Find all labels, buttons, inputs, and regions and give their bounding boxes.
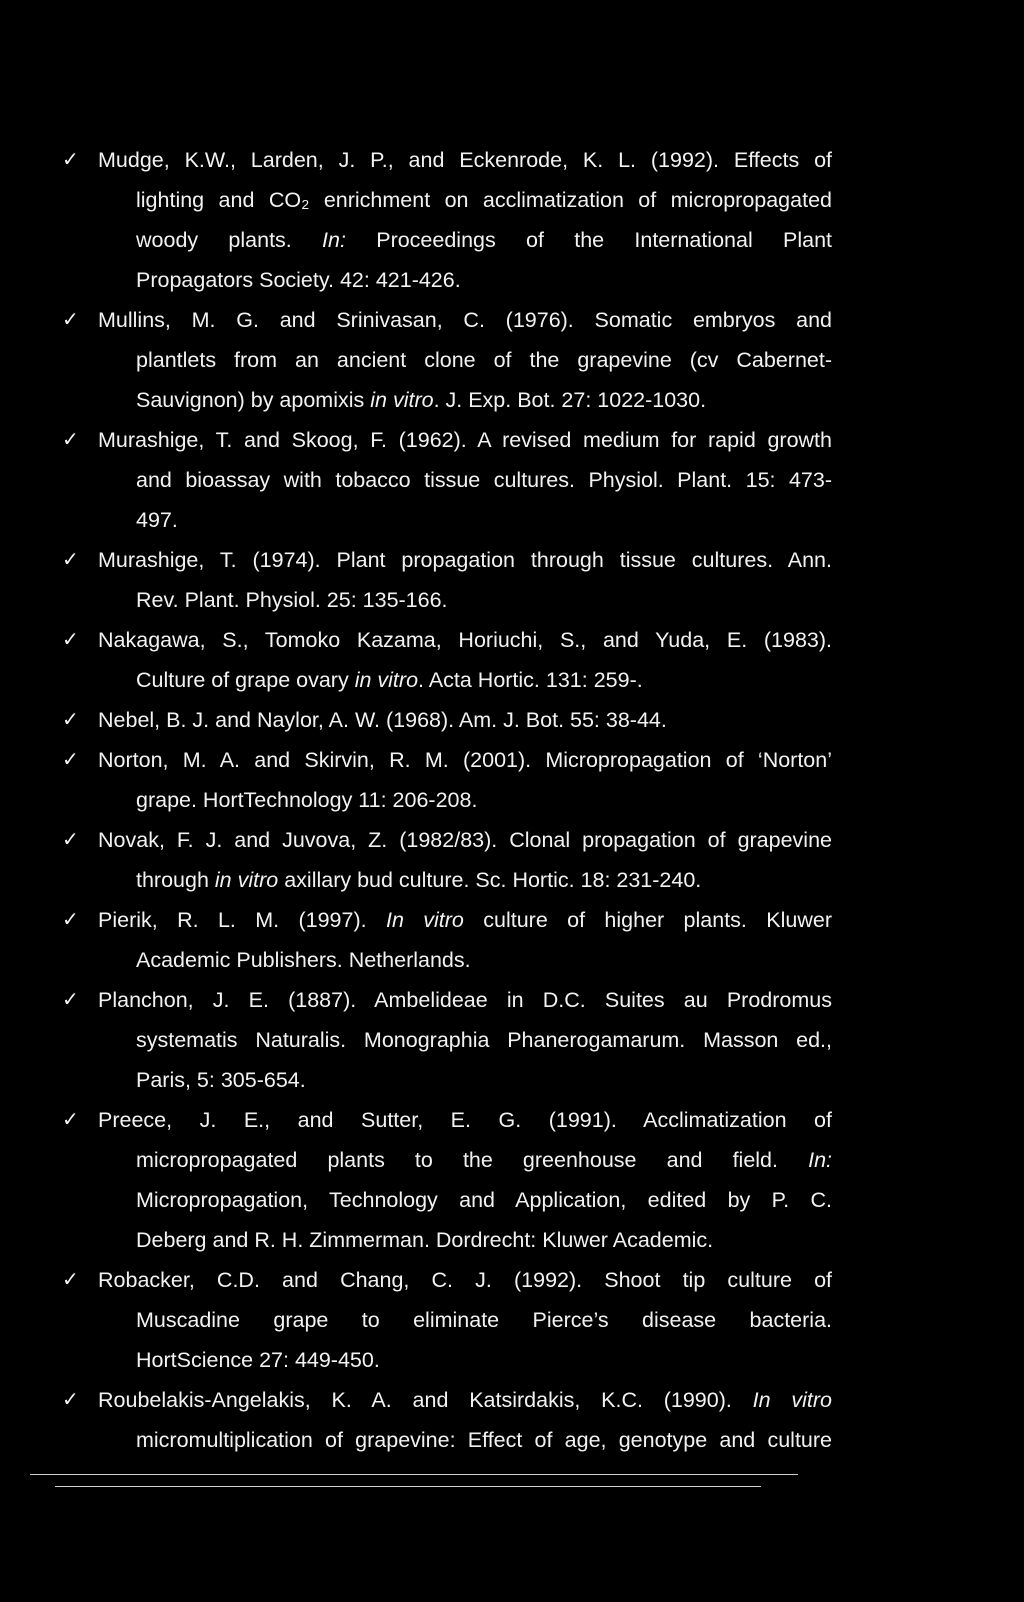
reference-entry (62, 700, 832, 740)
reference-line: micromultiplication of grapevine: Effect of age, genotype and culture (136, 1428, 832, 1452)
reference-line: Novak, F. J. and Juvova, Z. (1982/83). Clonal propagation of grapevine (98, 828, 832, 852)
reference-entry (62, 1380, 832, 1460)
reference-line: Sauvignon) by apomixis in vitro. J. Exp. Bot. 27: 1022-1030. (136, 388, 707, 412)
checkmark-icon: ✓ (62, 309, 79, 331)
checkmark-icon: ✓ (62, 629, 79, 651)
reference-line: Preece, J. E., and Sutter, E. G. (1991). Acclimatization of (98, 1108, 832, 1132)
reference-line: and bioassay with tobacco tissue cultures. Physiol. Plant. 15: 473- (136, 468, 832, 492)
checkmark-icon: ✓ (62, 909, 79, 931)
reference-line: Murashige, T. (1974). Plant propagation through tissue cultures. Ann. (98, 548, 832, 572)
reference-line: Mullins, M. G. and Srinivasan, C. (1976). Somatic embryos and (98, 308, 832, 332)
reference-line: Robacker, C.D. and Chang, C. J. (1992). Shoot tip culture of (98, 1268, 832, 1292)
reference-list (62, 140, 832, 1460)
reference-line: Muscadine grape to eliminate Pierce’s disease bacteria. (136, 1308, 832, 1332)
reference-line: Culture of grape ovary in vitro. Acta Hortic. 131: 259-. (136, 668, 643, 692)
checkmark-icon: ✓ (62, 1389, 79, 1411)
checkmark-icon: ✓ (62, 1269, 79, 1291)
reference-entry (62, 820, 832, 900)
reference-entry (62, 1100, 832, 1260)
reference-entry (62, 620, 832, 700)
reference-line: micropropagated plants to the greenhouse and field. In: (136, 1148, 832, 1172)
reference-line: HortScience 27: 449-450. (136, 1348, 380, 1372)
reference-line: Propagators Society. 42: 421-426. (136, 268, 461, 292)
reference-line: 497. (136, 508, 178, 532)
checkmark-icon: ✓ (62, 829, 79, 851)
checkmark-icon: ✓ (62, 709, 79, 731)
reference-line: woody plants. In: Proceedings of the International Plant (136, 228, 832, 252)
reference-line: grape. HortTechnology 11: 206-208. (136, 788, 478, 812)
reference-entry (62, 420, 832, 540)
footer-rule-bottom (55, 1486, 761, 1487)
reference-line: plantlets from an ancient clone of the grapevine (cv Cabernet- (136, 348, 832, 372)
reference-line: Rev. Plant. Physiol. 25: 135-166. (136, 588, 448, 612)
reference-line: Deberg and R. H. Zimmerman. Dordrecht: Kluwer Academic. (136, 1228, 714, 1252)
reference-line: Roubelakis-Angelakis, K. A. and Katsirdakis, K.C. (1990). In vitro (98, 1388, 832, 1412)
reference-line: Pierik, R. L. M. (1997). In vitro culture of higher plants. Kluwer (98, 908, 832, 932)
reference-line: Micropropagation, Technology and Application, edited by P. C. (136, 1188, 832, 1212)
checkmark-icon: ✓ (62, 749, 79, 771)
reference-entry (62, 740, 832, 820)
reference-entry (62, 900, 832, 980)
reference-entry (62, 1260, 832, 1380)
checkmark-icon: ✓ (62, 549, 79, 571)
checkmark-icon: ✓ (62, 1109, 79, 1131)
checkmark-icon: ✓ (62, 429, 79, 451)
reference-line: Planchon, J. E. (1887). Ambelideae in D.C. Suites au Prodromus (98, 988, 832, 1012)
reference-line: Nakagawa, S., Tomoko Kazama, Horiuchi, S., and Yuda, E. (1983). (98, 628, 832, 652)
reference-line: through in vitro axillary bud culture. Sc. Hortic. 18: 231-240. (136, 868, 702, 892)
checkmark-icon: ✓ (62, 989, 79, 1011)
reference-line: Paris, 5: 305-654. (136, 1068, 306, 1092)
reference-entry (62, 540, 832, 620)
reference-line: systematis Naturalis. Monographia Phanerogamarum. Masson ed., (136, 1028, 832, 1052)
reference-line: Academic Publishers. Netherlands. (136, 948, 471, 972)
reference-entry (62, 140, 832, 300)
footer-rule-top (30, 1474, 798, 1475)
reference-entry (62, 980, 832, 1100)
reference-line: Norton, M. A. and Skirvin, R. M. (2001). Micropropagation of ‘Norton’ (98, 748, 832, 772)
checkmark-icon: ✓ (62, 149, 79, 171)
reference-line: lighting and CO₂ enrichment on acclimatization of micropropagated (136, 188, 832, 212)
reference-line: Murashige, T. and Skoog, F. (1962). A revised medium for rapid growth (98, 428, 832, 452)
reference-entry (62, 300, 832, 420)
reference-line: Mudge, K.W., Larden, J. P., and Eckenrode, K. L. (1992). Effects of (98, 148, 832, 172)
reference-line: Nebel, B. J. and Naylor, A. W. (1968). Am. J. Bot. 55: 38-44. (98, 708, 667, 732)
